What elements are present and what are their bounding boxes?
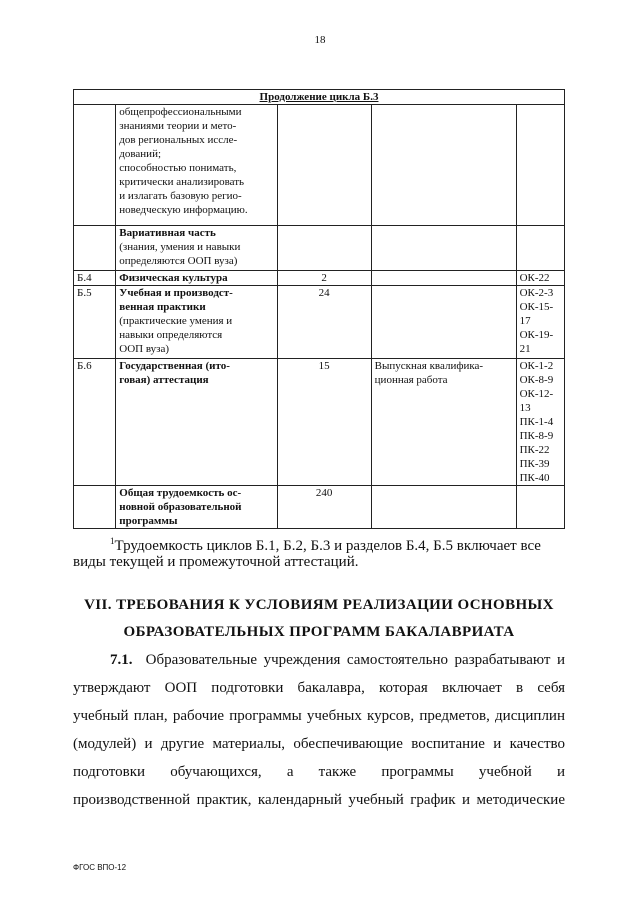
text-line: навыки определяются	[119, 329, 223, 341]
continuation-title: Продолжение цикла Б.3	[74, 90, 565, 105]
variative-part	[116, 226, 277, 271]
text-line: определяются ООП вуза)	[119, 255, 238, 267]
text-line: дов региональных иссле-	[119, 134, 238, 146]
row-name	[116, 359, 277, 486]
total-label	[116, 486, 277, 529]
row-code: Б.5	[74, 286, 116, 359]
footnote-continuation: виды текущей и промежуточной аттестаций.	[73, 554, 359, 570]
paragraph-line: производственной практик, календарный учебный график и методические	[73, 792, 565, 808]
row-name	[116, 271, 277, 286]
paragraph-line: учебный план, рабочие программы учебных курсов, предметов, дисциплин	[73, 708, 565, 724]
competency-code: ОК-19-21	[519, 329, 554, 355]
competency-code: ОК-22	[519, 272, 550, 284]
paragraph-line: (модулей) и другие материалы, обеспечивающие воспитание и качество	[73, 736, 565, 752]
text-line: способностью понимать,	[119, 162, 237, 174]
paragraph-line	[110, 652, 565, 669]
variative-title: Вариативная часть	[119, 227, 216, 239]
competency-code: ПК-1-4	[519, 416, 554, 428]
text-line: критически анализировать	[119, 176, 245, 188]
row-name	[116, 286, 277, 359]
text-line: дований;	[119, 148, 162, 160]
text-line: (практические умения и	[119, 315, 233, 327]
text-line: программы	[119, 515, 178, 527]
competency-text	[116, 105, 277, 226]
row-credits: 24	[277, 286, 371, 359]
paragraph-line: подготовки обучающихся, а также программы учебной и	[73, 764, 565, 780]
section-heading-line-1: VII. ТРЕБОВАНИЯ К УСЛОВИЯМ РЕАЛИЗАЦИИ ОСНОВНЫХ	[84, 597, 554, 613]
footer-label: ФГОС ВПО-12	[73, 863, 127, 872]
text-line: и излагать базовую регио-	[119, 190, 242, 202]
competency-code: ПК-39	[519, 458, 550, 470]
paragraph-text: Образовательные учреждения самостоятельно разрабатывают и	[145, 652, 566, 668]
text-line: ционная работа	[374, 374, 448, 386]
text-line: общепрофессиональными	[119, 106, 242, 118]
text-line: венная практики	[119, 301, 206, 313]
table-header-row	[74, 90, 565, 105]
text-line: (знания, умения и навыки	[119, 241, 241, 253]
table-row-b6	[74, 359, 565, 486]
table-row-total	[74, 486, 565, 529]
row-code: Б.4	[74, 271, 116, 286]
footnote-text: Трудоемкость циклов Б.1, Б.2, Б.3 и разделов Б.4, Б.5 включает все	[114, 538, 541, 554]
text-line: новедческую информацию.	[119, 204, 248, 216]
row-competencies	[516, 359, 564, 486]
table-row-competencies	[74, 105, 565, 226]
competency-code: ОК-2-3	[519, 287, 554, 299]
table-row-variative	[74, 226, 565, 271]
total-credits: 240	[277, 486, 371, 529]
competency-code: ОК-8-9	[519, 374, 554, 386]
text-line: ООП вуза)	[119, 343, 170, 355]
table-row-b4	[74, 271, 565, 286]
row-credits: 2	[277, 271, 371, 286]
row-assessment	[371, 359, 516, 486]
footnote-marker: 1	[110, 536, 115, 546]
clause-number: 7.1.	[110, 652, 133, 668]
competency-code: ОК-15-17	[519, 301, 554, 327]
row-competencies	[516, 271, 564, 286]
competency-code: ПК-40	[519, 472, 550, 484]
text-line: Общая трудоемкость ос-	[119, 487, 242, 499]
text-line: Учебная и производст-	[119, 287, 233, 299]
text-line: говая) аттестация	[119, 374, 209, 386]
row-code: Б.6	[74, 359, 116, 486]
competency-code: ОК-12-13	[519, 388, 554, 414]
table-row-b5	[74, 286, 565, 359]
text-line: Государственная (ито-	[119, 360, 230, 372]
row-credits: 15	[277, 359, 371, 486]
competency-code: ПК-22	[519, 444, 550, 456]
section-heading-line-2: ОБРАЗОВАТЕЛЬНЫХ ПРОГРАММ БАКАЛАВРИАТА	[123, 624, 515, 640]
text-line: Физическая культура	[119, 272, 228, 284]
text-line: Выпускная квалифика-	[374, 360, 484, 372]
text-line: знаниями теории и мето-	[119, 120, 237, 132]
page-number: 18	[314, 34, 326, 46]
text-line: новной образовательной	[119, 501, 242, 513]
paragraph-line: утверждают ООП подготовки бакалавра, которая включает в себя	[73, 680, 565, 696]
competency-code: ОК-1-2	[519, 360, 554, 372]
curriculum-table	[73, 89, 565, 529]
competency-code: ПК-8-9	[519, 430, 554, 442]
row-competencies	[516, 286, 564, 359]
